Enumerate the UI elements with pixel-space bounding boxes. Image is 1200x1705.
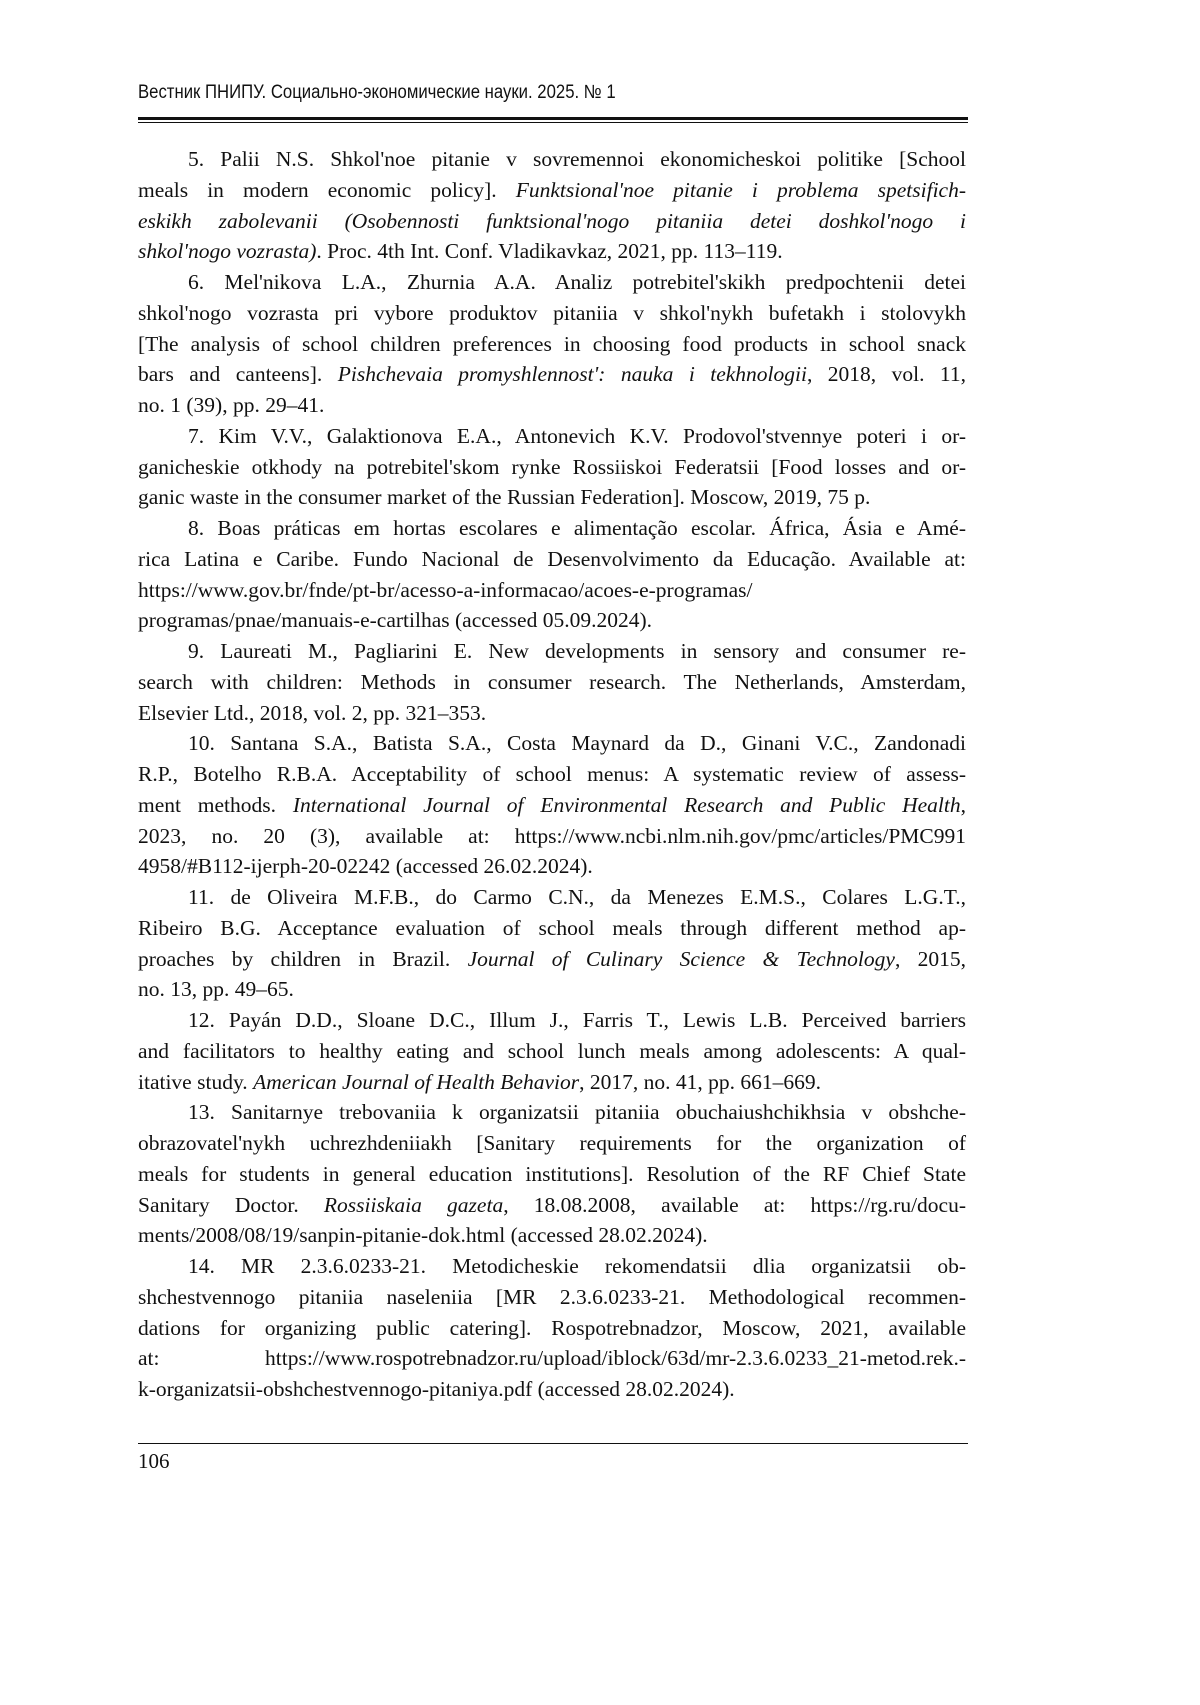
reference-item [138, 1005, 966, 1097]
reference-text: dations for organizing public catering]. Rospotrebnadzor, Moscow, 2021, available [138, 1316, 966, 1340]
reference-line [138, 1159, 966, 1190]
reference-text: 13. Sanitarnye trebovaniia k organizatsii pitaniia obuchaiushchikhsia v obshche- [188, 1100, 966, 1124]
reference-text: bars and canteens]. [138, 362, 338, 386]
reference-text: , [961, 793, 966, 817]
reference-text: no. 1 (39), pp. 29–41. [138, 393, 324, 417]
reference-line [138, 698, 966, 729]
reference-line [138, 1220, 966, 1251]
reference-line [138, 513, 966, 544]
reference-line [138, 759, 966, 790]
reference-line [138, 851, 966, 882]
reference-line [138, 359, 966, 390]
reference-text: no. 13, pp. 49–65. [138, 977, 294, 1001]
footer-rule [138, 1443, 968, 1444]
reference-line [138, 667, 966, 698]
reference-text: Ribeiro B.G. Acceptance evaluation of school meals through different method ap- [138, 916, 966, 940]
reference-line [138, 944, 966, 975]
reference-line [138, 1036, 966, 1067]
reference-text: and facilitators to healthy eating and school lunch meals among adolescents: A qual- [138, 1039, 966, 1063]
reference-item [138, 882, 966, 1005]
reference-line [138, 636, 966, 667]
reference-italic-text: Pishchevaia promyshlennost': nauka i tekhnologii [338, 362, 807, 386]
reference-text: ment methods. [138, 793, 293, 817]
reference-line [138, 821, 966, 852]
reference-text: Sanitary Doctor. [138, 1193, 324, 1217]
reference-line [138, 298, 966, 329]
reference-text: 11. de Oliveira M.F.B., do Carmo C.N., da Menezes E.M.S., Colares L.G.T., [188, 885, 966, 909]
reference-text: shchestvennogo pitaniia naseleniia [MR 2.3.6.0233-21. Methodological recommen- [138, 1285, 966, 1309]
reference-line [138, 605, 966, 636]
reference-text: , 18.08.2008, available at: https://rg.ru/docu- [503, 1193, 966, 1217]
reference-text: 10. Santana S.A., Batista S.A., Costa Maynard da D., Ginani V.C., Zandonadi [188, 731, 966, 755]
reference-text: itative study. [138, 1070, 253, 1094]
reference-line [138, 482, 966, 513]
reference-text: , 2018, vol. 11, [807, 362, 966, 386]
reference-text: Elsevier Ltd., 2018, vol. 2, pp. 321–353. [138, 701, 486, 725]
reference-text: . Proc. 4th Int. Conf. Vladikavkaz, 2021, pp. 113–119. [316, 239, 782, 263]
reference-line [138, 913, 966, 944]
reference-item [138, 636, 966, 728]
reference-text: meals for students in general education institutions]. Resolution of the RF Chief State [138, 1162, 966, 1186]
reference-italic-text: Funktsional'noe pitanie i problema spetsifich- [516, 178, 966, 202]
reference-text: , 2017, no. 41, pp. 661–669. [579, 1070, 821, 1094]
running-header: Вестник ПНИПУ. Социально-экономические науки. 2025. № 1 [138, 82, 616, 104]
reference-line [138, 1313, 966, 1344]
reference-line [138, 1282, 966, 1313]
reference-text: obrazovatel'nykh uchrezhdeniiakh [Sanitary requirements for the organization of [138, 1131, 966, 1155]
reference-text: programas/pnae/manuais-e-cartilhas (accessed 05.09.2024). [138, 608, 652, 632]
reference-text: 7. Kim V.V., Galaktionova E.A., Antonevich K.V. Prodovol'stvennye poteri i or- [188, 424, 966, 448]
reference-item [138, 1251, 966, 1405]
reference-italic-text: Rossiiskaia gazeta [324, 1193, 503, 1217]
reference-text: https://www.gov.br/fnde/pt-br/acesso-a-informacao/acoes-e-programas/ [138, 578, 753, 602]
reference-text: ganic waste in the consumer market of the Russian Federation]. Moscow, 2019, 75 p. [138, 485, 870, 509]
reference-text: [The analysis of school children preferences in choosing food products in school snack [138, 332, 966, 356]
reference-text: 12. Payán D.D., Sloane D.C., Illum J., Farris T., Lewis L.B. Perceived barriers [188, 1008, 966, 1032]
reference-line [138, 236, 966, 267]
reference-text: at: https://www.rospotrebnadzor.ru/upload/iblock/63d/mr-2.3.6.0233_21-metod.rek.- [138, 1346, 966, 1370]
reference-text: 14. MR 2.3.6.0233-21. Metodicheskie rekomendatsii dlia organizatsii ob- [188, 1254, 966, 1278]
reference-line [138, 421, 966, 452]
reference-text: 8. Boas práticas em hortas escolares e alimentação escolar. África, Ásia e Amé- [188, 516, 966, 540]
reference-line [138, 974, 966, 1005]
reference-text: meals in modern economic policy]. [138, 178, 516, 202]
reference-line [138, 1343, 966, 1374]
reference-item [138, 1097, 966, 1251]
reference-line [138, 452, 966, 483]
reference-item [138, 144, 966, 267]
reference-text: shkol'nogo vozrasta pri vybore produktov pitaniia v shkol'nykh bufetakh i stolovykh [138, 301, 966, 325]
reference-line [138, 1374, 966, 1405]
reference-line [138, 144, 966, 175]
reference-line [138, 390, 966, 421]
reference-italic-text: Journal of Culinary Science & Technology [468, 947, 895, 971]
reference-italic-text: shkol'nogo vozrasta) [138, 239, 316, 263]
page-number: 106 [138, 1449, 170, 1474]
reference-text: 4958/#B112-ijerph-20-02242 (accessed 26.02.2024). [138, 854, 593, 878]
reference-text: rica Latina e Caribe. Fundo Nacional de Desenvolvimento da Educação. Available at: [138, 547, 966, 571]
reference-line [138, 882, 966, 913]
reference-item [138, 728, 966, 882]
header-rule [138, 117, 968, 123]
reference-line [138, 1067, 966, 1098]
reference-text: proaches by children in Brazil. [138, 947, 468, 971]
reference-italic-text: International Journal of Environmental Research and Public Health [293, 793, 961, 817]
reference-item [138, 267, 966, 421]
reference-list [138, 144, 966, 1405]
reference-line [138, 175, 966, 206]
reference-line [138, 206, 966, 237]
reference-text: ganicheskie otkhody na potrebitel'skom rynke Rossiiskoi Federatsii [Food losses and or- [138, 455, 966, 479]
reference-italic-text: American Journal of Health Behavior [253, 1070, 579, 1094]
reference-text: 6. Mel'nikova L.A., Zhurnia A.A. Analiz potrebitel'skikh predpochtenii detei [188, 270, 966, 294]
reference-line [138, 1097, 966, 1128]
reference-line [138, 1251, 966, 1282]
reference-line [138, 575, 966, 606]
reference-item [138, 513, 966, 636]
reference-text: R.P., Botelho R.B.A. Acceptability of school menus: A systematic review of assess- [138, 762, 966, 786]
reference-text: 5. Palii N.S. Shkol'noe pitanie v sovremennoi ekonomicheskoi politike [School [188, 147, 966, 171]
reference-line [138, 544, 966, 575]
reference-line [138, 728, 966, 759]
reference-line [138, 329, 966, 360]
reference-text: search with children: Methods in consumer research. The Netherlands, Amsterdam, [138, 670, 966, 694]
reference-text: , 2015, [895, 947, 966, 971]
reference-text: 9. Laureati M., Pagliarini E. New developments in sensory and consumer re- [188, 639, 966, 663]
reference-text: k-organizatsii-obshchestvennogo-pitaniya.pdf (accessed 28.02.2024). [138, 1377, 735, 1401]
reference-item [138, 421, 966, 513]
reference-line [138, 1190, 966, 1221]
reference-line [138, 1005, 966, 1036]
reference-text: 2023, no. 20 (3), available at: https://www.ncbi.nlm.nih.gov/pmc/articles/PMC991 [138, 824, 966, 848]
reference-italic-text: eskikh zabolevanii (Osobennosti funktsional'nogo pitaniia detei doshkol'nogo i [138, 209, 966, 233]
reference-line [138, 267, 966, 298]
reference-line [138, 1128, 966, 1159]
reference-text: ments/2008/08/19/sanpin-pitanie-dok.html (accessed 28.02.2024). [138, 1223, 708, 1247]
reference-line [138, 790, 966, 821]
